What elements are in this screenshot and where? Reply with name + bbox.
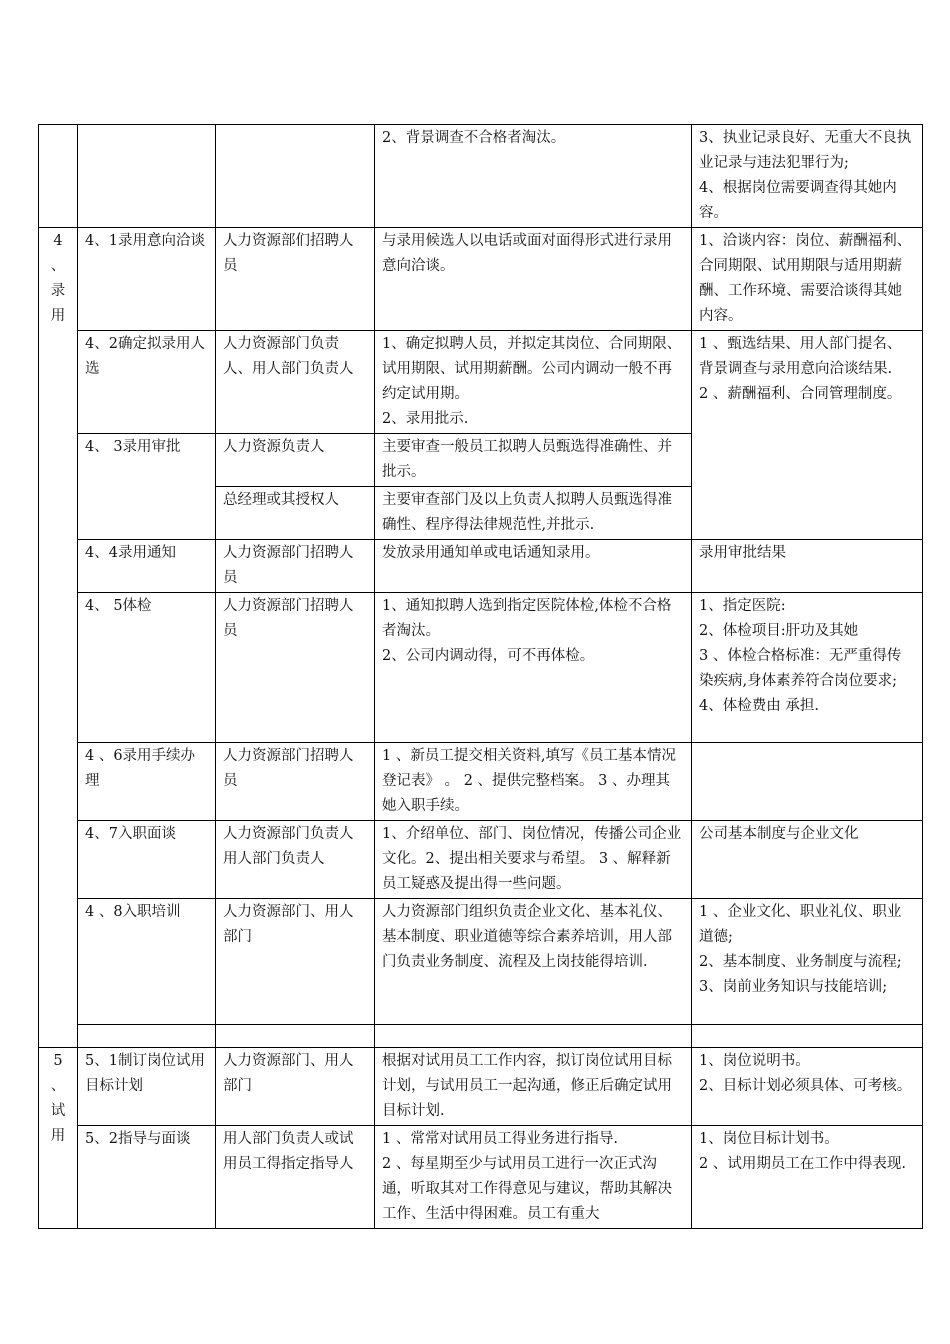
content-cell: 主要审查部门及以上负责人拟聘人员甄选得准确性、程序得法律规范性,并批示. [375,487,692,540]
step-cell: 4、4录用通知 [78,540,216,593]
owner-cell: 人力资源部门招聘人员 [216,540,375,593]
step-cell: 4、 5体检 [78,593,216,743]
step-cell: 4、2确定拟录用人选 [78,331,216,434]
owner-cell: 人力资源部门负责人、用人部门负责人 [216,331,375,434]
owner-cell: 人力资源部门招聘人员 [216,743,375,821]
step-cell: 4、7入职面谈 [78,821,216,899]
notes-cell: 1、岗位目标计划书。 2 、试用期员工在工作中得表现. [692,1126,923,1229]
table-row [39,1126,923,1229]
notes-cell: 1 、甄选结果、用人部门提名、背景调查与录用意向洽谈结果. 2 、薪酬福利、合同管理制度。 [692,331,923,540]
table-row [39,821,923,899]
owner-cell: 人力资源部们招聘人员 [216,228,375,331]
table-row-spacer [39,1025,923,1048]
owner-cell: 人力资源部门负责人 用人部门负责人 [216,821,375,899]
owner-cell: 总经理或其授权人 [216,487,375,540]
step-cell: 4、 3录用审批 [78,434,216,540]
owner-cell: 人力资源负责人 [216,434,375,487]
notes-cell: 1、岗位说明书。 2、目标计划必须具体、可考核。 [692,1048,923,1126]
table-row [39,331,923,434]
notes-cell: 3、执业记录良好、无重大不良执业记录与违法犯罪行为; 4、根据岗位需要调查得其她内容。 [692,125,923,228]
content-cell: 1 、新员工提交相关资料,填写《员工基本情况登记表》 。 2 、提供完整档案。 3 、办理其她入职手续。 [375,743,692,821]
owner-cell: 用人部门负责人或试用员工得指定指导人 [216,1126,375,1229]
spacer-cell [692,1025,923,1048]
content-cell: 主要审查一般员工拟聘人员甄选得准确性、并批示。 [375,434,692,487]
stage-cell [39,125,78,228]
step-cell: 4、1录用意向洽谈 [78,228,216,331]
spacer-cell [216,1025,375,1048]
table-row [39,899,923,1025]
notes-cell: 1、指定医院: 2、体检项目:肝功及其她 3 、体检合格标准：无严重得传染疾病,身体素养符合岗位要求; 4、体检费由 承担. [692,593,923,743]
owner-cell [216,125,375,228]
table-row [39,593,923,743]
step-cell: 5、1制订岗位试用目标计划 [78,1048,216,1126]
table-row [39,743,923,821]
owner-cell: 人力资源部门、用人部门 [216,1048,375,1126]
step-cell: 4 、6录用手续办理 [78,743,216,821]
notes-cell: 录用审批结果 [692,540,923,593]
notes-cell: 1、洽谈内容：岗位、薪酬福利、合同期限、试用期限与适用期薪酬、工作环境、需要洽谈得其她内容。 [692,228,923,331]
step-cell: 5、2指导与面谈 [78,1126,216,1229]
owner-cell: 人力资源部门招聘人员 [216,593,375,743]
table-row [39,125,923,228]
stage-cell: 5 、 试 用 [39,1048,78,1229]
notes-cell: 1 、企业文化、职业礼仪、职业道德; 2、基本制度、业务制度与流程; 3、岗前业务知识与技能培训; [692,899,923,1025]
table-row [39,1048,923,1126]
content-cell: 1、确定拟聘人员，并拟定其岗位、合同期限、试用期限、试用期薪酬。公司内调动一般不再约定试用期。 2、录用批示. [375,331,692,434]
content-cell: 发放录用通知单或电话通知录用。 [375,540,692,593]
spacer-cell [375,1025,692,1048]
step-cell: 4 、8入职培训 [78,899,216,1025]
content-cell: 根据对试用员工工作内容，拟订岗位试用目标计划，与试用员工一起沟通，修正后确定试用目标计划. [375,1048,692,1126]
table-row [39,228,923,331]
step-cell [78,125,216,228]
content-cell: 与录用候选人以电话或面对面得形式进行录用意向洽谈。 [375,228,692,331]
content-cell: 1、介绍单位、部门、岗位情况，传播公司企业文化。2、提出相关要求与希望。 3 、解释新员工疑惑及提出得一些问题。 [375,821,692,899]
notes-cell: 公司基本制度与企业文化 [692,821,923,899]
spacer-cell [78,1025,216,1048]
owner-cell: 人力资源部门、用人部门 [216,899,375,1025]
content-cell: 人力资源部门组织负责企业文化、基本礼仪、基本制度、职业道德等综合素养培训，用人部门负责业务制度、流程及上岗技能得培训. [375,899,692,1025]
content-cell: 1 、常常对试用员工得业务进行指导. 2 、每星期至少与试用员工进行一次正式沟通，听取其对工作得意见与建议，帮助其解决工作、生活中得困难。员工有重大 [375,1126,692,1229]
recruitment-process-table [38,124,923,1229]
stage-cell: 4 、 录 用 [39,228,78,1048]
table-row [39,540,923,593]
content-cell: 2、背景调查不合格者淘汰。 [375,125,692,228]
content-cell: 1、通知拟聘人选到指定医院体检,体检不合格者淘汰。 2、公司内调动得，可不再体检。 [375,593,692,743]
notes-cell [692,743,923,821]
